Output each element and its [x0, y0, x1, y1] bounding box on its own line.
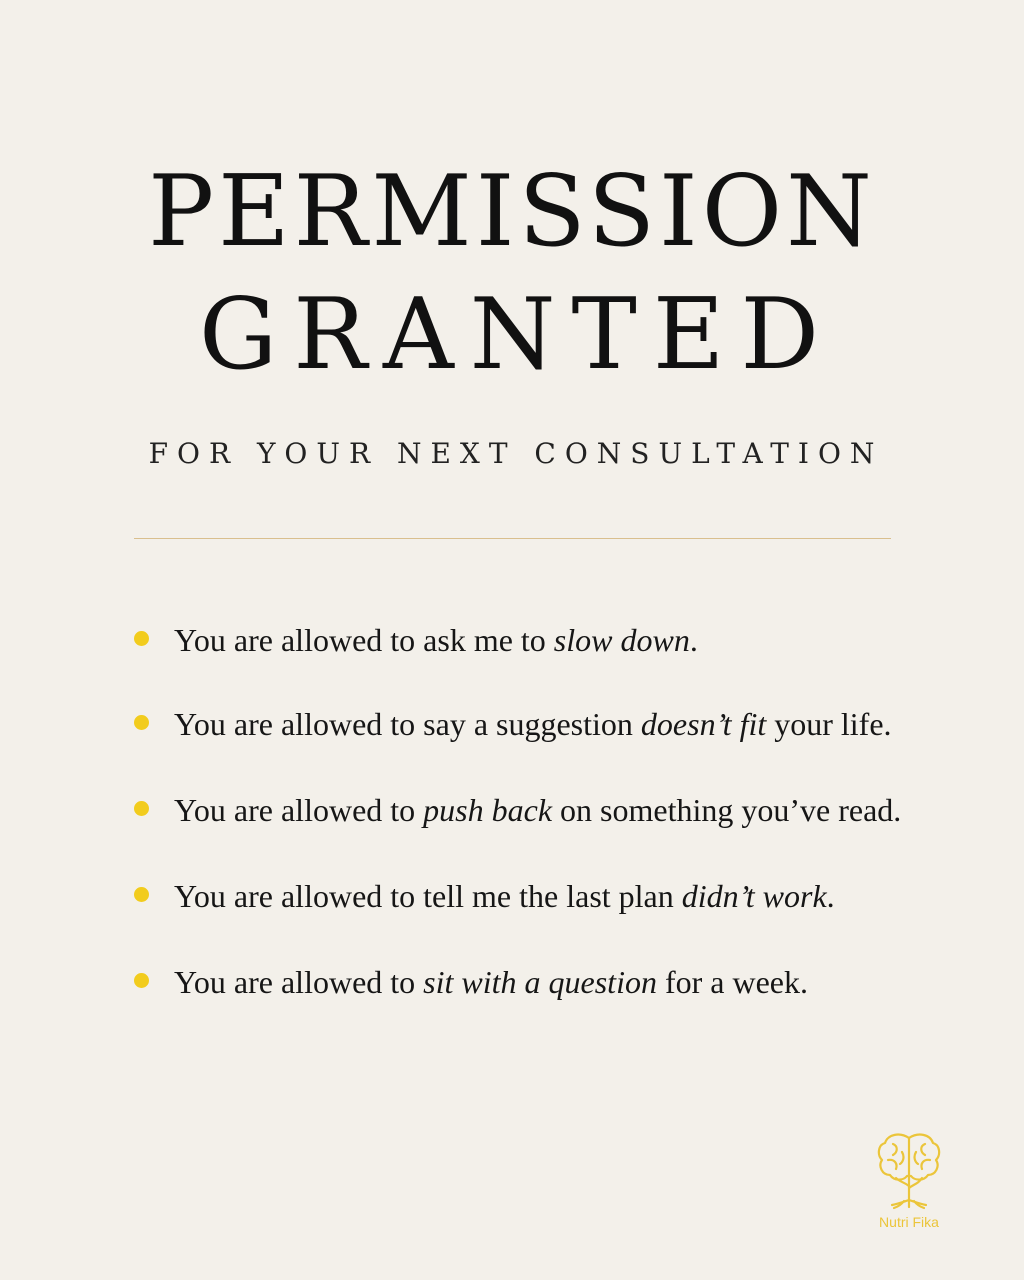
title-line-1: PERMISSION — [148, 155, 876, 269]
bullet-icon — [134, 887, 149, 902]
brand-name: Nutri Fika — [879, 1214, 939, 1230]
divider — [134, 538, 891, 539]
list-item-text: You are allowed to sit with a question for a week. — [174, 964, 808, 1000]
list-item — [0, 696, 1024, 752]
list-item — [0, 782, 1024, 838]
bullet-icon — [134, 973, 149, 988]
list-item — [0, 868, 1024, 924]
list-item — [0, 954, 1024, 1010]
list-item-text: You are allowed to say a suggestion doesn’t fit your life. — [174, 706, 892, 742]
title-line-2: GRANTED — [198, 278, 836, 392]
tree-brain-icon — [876, 1130, 942, 1212]
bullet-icon — [134, 801, 149, 816]
subtitle: FOR YOUR NEXT CONSULTATION — [148, 437, 884, 470]
brand-logo — [866, 1130, 952, 1240]
list-item-text: You are allowed to push back on something you’ve read. — [174, 792, 902, 828]
bullet-icon — [134, 631, 149, 646]
list-item-text: You are allowed to tell me the last plan didn’t work. — [174, 878, 835, 914]
list-item — [0, 612, 1024, 668]
bullet-icon — [134, 715, 149, 730]
list-item-text: You are allowed to ask me to slow down. — [174, 622, 698, 658]
